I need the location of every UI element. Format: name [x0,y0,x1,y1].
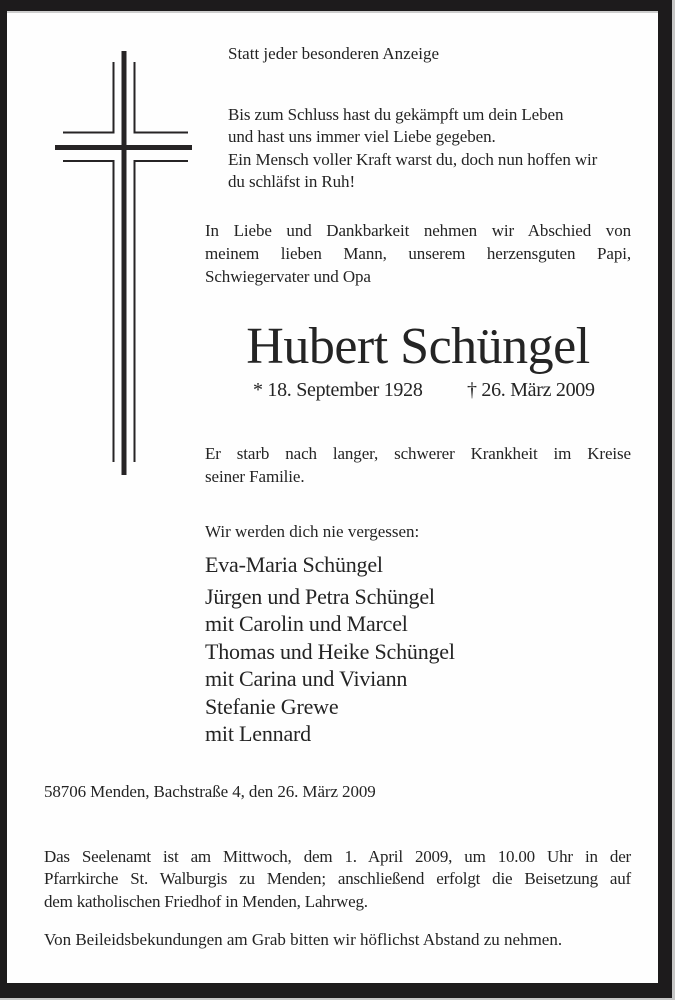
passing-line: seiner Familie. [205,467,305,487]
address-date-line: 58706 Menden, Bachstraße 4, den 26. März 2009 [44,782,376,801]
mourner-entry [205,693,631,748]
service-line: Pfarrkirche St. Walburgis zu Menden; anschließend erfolgt die Beisetzung auf [44,869,631,889]
mourner-entry [205,583,631,638]
passing-line: Er starb nach langer, schwerer Krankheit im Kreise [205,444,631,463]
cross-icon [50,45,200,490]
frame-inner-topline [7,11,658,13]
intro-line: Schwiegervater und Opa [205,267,371,287]
mourners-list [205,551,631,748]
service-line: dem katholischen Friedhof in Menden, Lahrweg. [44,891,368,911]
poem-line: und hast uns immer viel Liebe gegeben. [228,127,496,147]
mourner-with: mit Carina und Viviann [205,666,408,691]
mourner-with: mit Lennard [205,721,311,746]
birth-date: * 18. September 1928 [253,379,423,401]
service-paragraph [44,846,631,913]
passing-paragraph [205,442,631,488]
intro-line: In Liebe und Dankbarkeit nehmen wir Abschied von [205,221,631,240]
mourner-entry [205,551,631,579]
intro-line: meinem lieben Mann, unserem herzensguten Papi, [205,244,631,264]
mourner-with: mit Carolin und Marcel [205,611,408,636]
intro-paragraph [205,219,631,289]
memorial-poem [228,104,648,193]
service-line: Das Seelenamt ist am Mittwoch, dem 1. April 2009, um 10.00 Uhr in der [44,847,631,866]
condolence-line: Von Beileidsbekundungen am Grab bitten wir höflichst Abstand zu nehmen. [44,930,563,949]
poem-line: Bis zum Schluss hast du gekämpft um dein Leben [228,105,564,124]
poem-line: du schläfst in Ruh! [228,171,356,191]
poem-line: Ein Mensch voller Kraft warst du, doch nun hoffen wir [228,149,598,169]
obituary-header: Statt jeder besonderen Anzeige [228,44,440,63]
remembrance-line: Wir werden dich nie vergessen: [205,522,420,541]
mourner-entry [205,638,631,693]
deceased-name: Hubert Schüngel [246,318,590,375]
mourner-name: Jürgen und Petra Schüngel [205,583,435,609]
mourner-name: Thomas und Heike Schüngel [205,638,455,664]
life-dates [205,379,631,403]
mourner-name: Stefanie Grewe [205,693,339,719]
death-date: † 26. März 2009 [467,379,595,401]
mourner-name: Eva-Maria Schüngel [205,552,383,577]
